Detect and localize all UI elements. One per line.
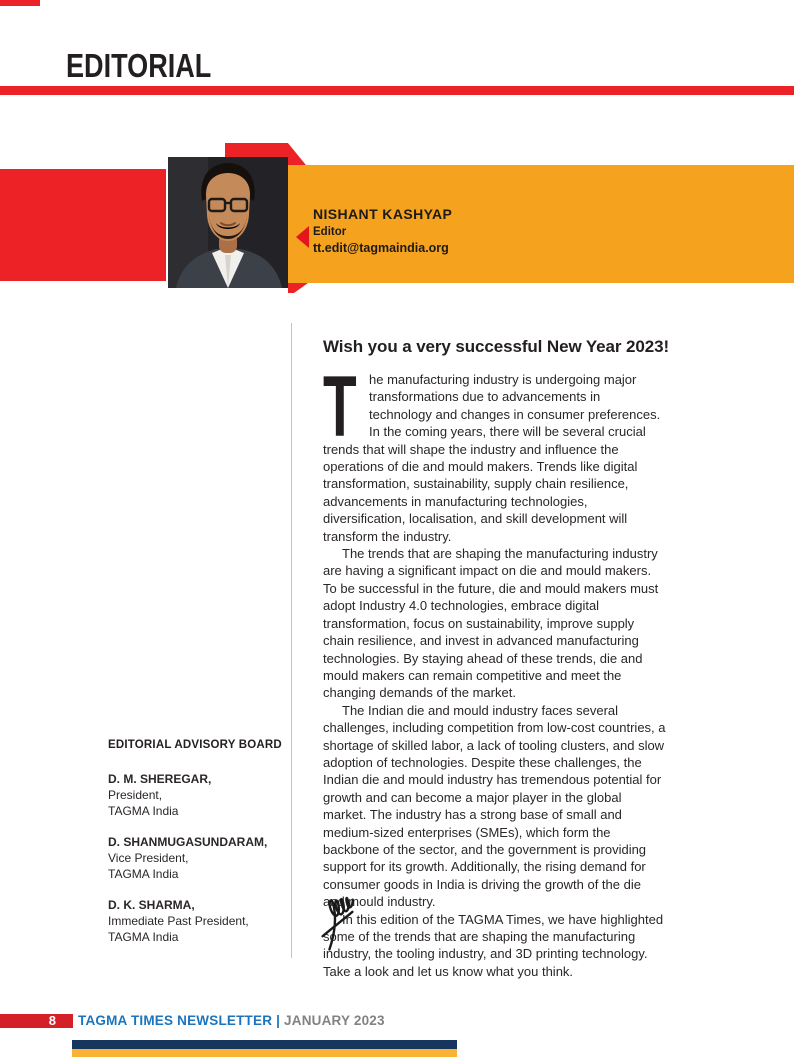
member-name: D. K. SHARMA, <box>108 898 195 912</box>
editor-email: tt.edit@tagmaindia.org <box>313 241 449 255</box>
ribbon-accent-bottom <box>288 283 308 293</box>
member-org: TAGMA India <box>108 930 179 944</box>
article-paragraph: The trends that are shaping the manufacturing industry are having a significant impact on die and mould makers. To be successful in the future, die and mould makers must adopt Industry 4.0 technologies, embrace digital transformation, focus on sustainability, improve supply chain resilience, and invest in advanced manufacturing technologies. By staying ahead of these trends, die and mould makers can remain competitive and meet the changing demands of the market. <box>323 546 659 701</box>
section-title: EDITORIAL <box>66 47 212 84</box>
member-role: Vice President, <box>108 851 189 865</box>
article-paragraph: he manufacturing industry is undergoing major transformations due to advancements in technology and changes in consumer preferences. In the coming years, there will be several crucial trends that will shape the industry and influence the operations of die and mould makers. Trends like digital transformation, sustainability, supply chain resilience, advancements in manufacturing technologies, diversification, localisation, and skill development will transform the industry. <box>323 372 661 544</box>
header-rule <box>0 86 794 95</box>
advisory-board <box>108 739 283 960</box>
article-title: Wish you a very successful New Year 2023! <box>323 337 670 356</box>
left-arrow-icon <box>296 226 309 248</box>
advisory-member <box>108 771 283 819</box>
footer-issue-date: JANUARY 2023 <box>284 1013 385 1028</box>
editor-portrait-illustration <box>168 157 288 288</box>
article-paragraph: In this edition of the TAGMA Times, we have highlighted some of the trends that are shaping the manufacturing industry, the tooling industry, and 3D printing technology. Take a look and let us know what you think. <box>323 911 664 979</box>
column-divider <box>291 323 292 958</box>
footer-separator: | <box>276 1013 281 1028</box>
footer-yellow-bar <box>72 1049 457 1057</box>
editor-signature <box>312 887 378 959</box>
footer-newsletter-title: TAGMA TIMES NEWSLETTER <box>78 1013 273 1028</box>
page-number-badge: 8 <box>0 1014 73 1028</box>
member-org: TAGMA India <box>108 867 179 881</box>
advisory-member <box>108 897 283 945</box>
footer-text <box>78 1013 385 1028</box>
member-role: Immediate Past President, <box>108 914 249 928</box>
member-name: D. SHANMUGASUNDARAM, <box>108 835 268 849</box>
editor-photo <box>168 157 288 288</box>
banner-red-band <box>0 169 166 281</box>
editorial-article <box>323 337 670 980</box>
member-role: President, <box>108 788 163 802</box>
corner-accent-bar <box>0 0 40 6</box>
editor-info-block <box>313 206 452 255</box>
article-paragraph: The Indian die and mould industry faces several challenges, including competition from low-cost countries, a shortage of skilled labor, a lack of tooling clusters, and slow adoption of technologies. Despite these challenges, the Indian die and mould industry has tremendous potential for growth and can become a major player in the global market. The industry has a strong base of small and medium-sized enterprises (SMEs), which form the backbone of the sector, and the government is providing support for its growth. Additionally, the rising demand for consumer goods in India is driving the growth of the die and mould industry. <box>323 702 666 910</box>
editor-name: NISHANT KASHYAP <box>313 206 453 222</box>
editor-role: Editor <box>313 226 347 238</box>
advisory-member <box>108 834 283 882</box>
advisory-board-heading: EDITORIAL ADVISORY BOARD <box>108 739 282 751</box>
dropcap: T <box>323 359 357 455</box>
member-org: TAGMA India <box>108 804 179 818</box>
member-name: D. M. SHEREGAR, <box>108 772 212 786</box>
footer-navy-bar <box>72 1040 457 1049</box>
